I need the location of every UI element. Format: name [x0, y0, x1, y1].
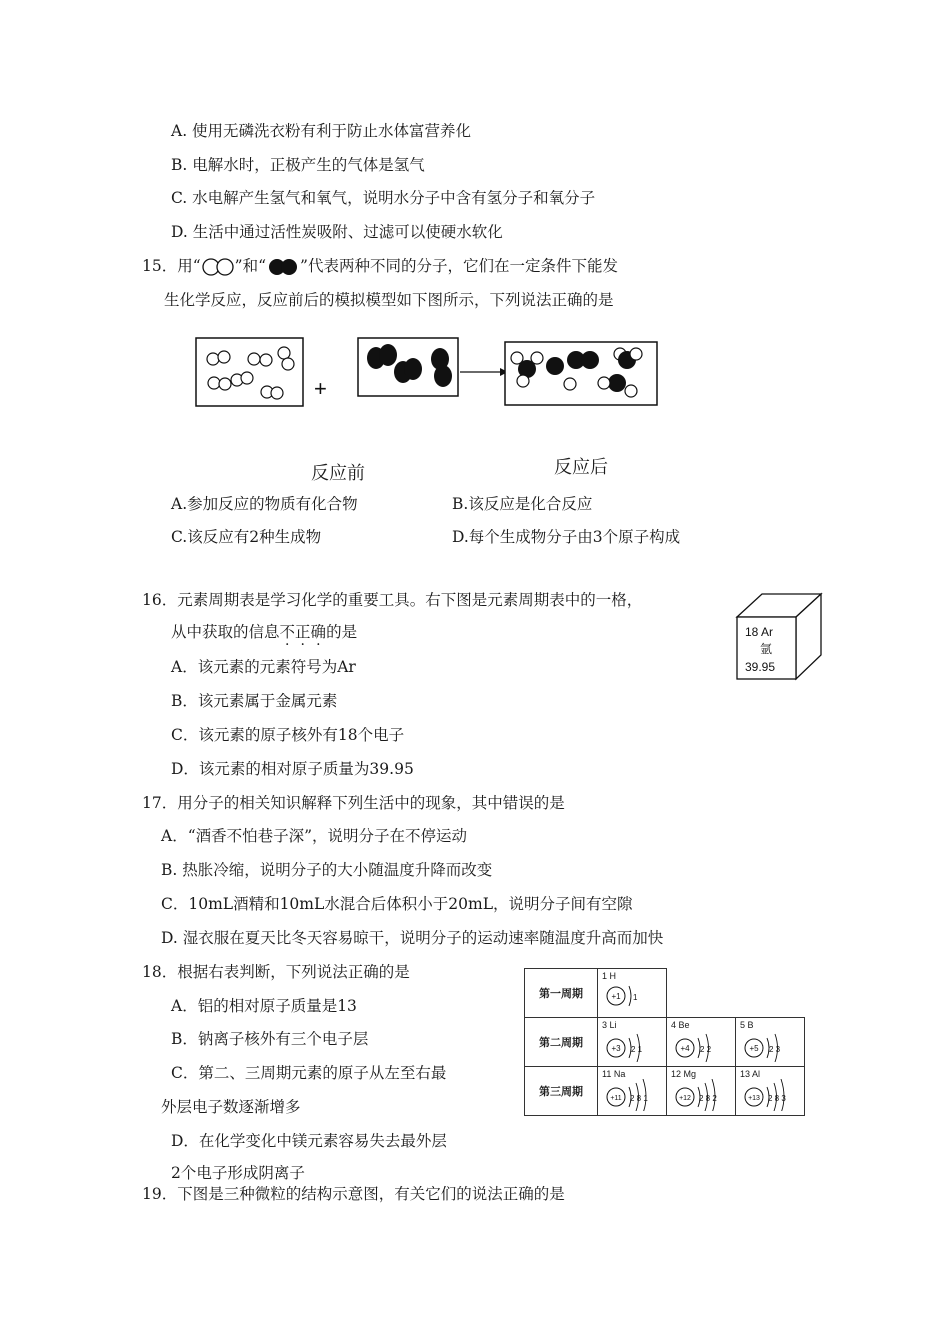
shell-electrons: 2 8 1 [630, 1094, 648, 1103]
nucleus-charge: +5 [749, 1044, 759, 1053]
q18-option-d-line1: D．在化学变化中镁元素容易失去最外层 [171, 1132, 447, 1150]
q16-stem-line2 [171, 622, 357, 642]
table-row-period-2 [525, 1018, 805, 1067]
element-label: 4 Be [671, 1020, 690, 1030]
white-molecule-icon [201, 256, 235, 276]
element-cell-b [736, 1018, 805, 1067]
nucleus-charge: +13 [748, 1095, 760, 1102]
shell-electrons: 2 3 [769, 1045, 781, 1054]
emphasis-char-2: 正 [295, 623, 311, 641]
nucleus-charge: +12 [679, 1095, 691, 1102]
q19-stem: 19．下图是三种微粒的结构示意图，有关它们的说法正确的是 [142, 1185, 565, 1203]
q14-option-d: D. 生活中通过活性炭吸附、过滤可以使硬水软化 [171, 223, 503, 241]
cell-atomic-mass: 39.95 [745, 660, 776, 674]
shell-electrons: 2 1 [631, 1045, 643, 1054]
element-cell-al [736, 1067, 805, 1116]
label-after-reaction: 反应后 [554, 457, 608, 477]
cell-number-symbol: 18 Ar [745, 625, 774, 639]
shell-electrons: 2 8 2 [699, 1094, 717, 1103]
shell-electrons: 2 2 [700, 1045, 712, 1054]
q15-stem-line2: 生化学反应，反应前后的模拟模型如下图所示，下列说法正确的是 [164, 291, 614, 309]
element-cell-mg [667, 1067, 736, 1116]
element-cell-argon [733, 592, 825, 684]
q14-option-c: C. 水电解产生氢气和氧气，说明水分子中含有氢分子和氧分子 [171, 189, 596, 207]
element-label: 3 Li [602, 1020, 617, 1030]
q17-option-a: A．“酒香不怕巷子深”，说明分子在不停运动 [161, 827, 468, 845]
q18-option-a: A．铝的相对原子质量是13 [171, 997, 357, 1015]
q17-option-b: B. 热胀冷缩，说明分子的大小随温度升降而改变 [161, 861, 493, 879]
emphasis-char-1: 不 [279, 623, 296, 641]
atomic-structure-table [524, 968, 805, 1116]
shell-electrons: 1 [633, 993, 638, 1002]
empty-cell [667, 969, 736, 1018]
q18-option-b: B．钠离子核外有三个电子层 [171, 1030, 369, 1048]
element-label: 12 Mg [671, 1069, 697, 1079]
q15-option-a: A.参加反应的物质有化合物 [171, 495, 358, 513]
q17-option-c: C．10mL酒精和10mL水混合后体积小于20mL，说明分子间有空隙 [161, 895, 633, 913]
table-row-period-3 [525, 1067, 805, 1116]
q14-option-a: A. 使用无磷洗衣粉有利于防止水体富营养化 [171, 122, 472, 140]
atom-diagram-al [740, 1079, 802, 1111]
q16-option-c: C．该元素的原子核外有18个电子 [171, 726, 405, 744]
nucleus-charge: +1 [611, 992, 621, 1001]
atom-diagram-b [740, 1030, 802, 1062]
element-cell-be [667, 1018, 736, 1067]
q16-stem-post: 的是 [326, 623, 358, 641]
empty-cell [736, 969, 805, 1018]
nucleus-charge: +4 [680, 1044, 690, 1053]
element-cell-li [598, 1018, 667, 1067]
q15-option-c: C.该反应有2种生成物 [171, 528, 322, 546]
q16-stem-pre: 从中获取的信息 [171, 623, 280, 641]
shell-electrons: 2 8 3 [768, 1094, 786, 1103]
nucleus-charge: +3 [611, 1044, 621, 1053]
q18-option-d-line2: 2个电子形成阴离子 [171, 1164, 305, 1182]
element-label: 5 B [740, 1020, 754, 1030]
q17-stem: 17．用分子的相关知识解释下列生活中的现象，其中错误的是 [142, 794, 565, 812]
label-before-reaction: 反应前 [311, 463, 365, 483]
q15-option-d: D.每个生成物分子由3个原子构成 [452, 528, 681, 546]
black-molecule-icon [266, 256, 300, 276]
q18-stem: 18．根据右表判断，下列说法正确的是 [142, 963, 410, 981]
element-label: 13 Al [740, 1069, 761, 1079]
period-label: 第二周期 [525, 1018, 598, 1067]
q15-stem-post: ”代表两种不同的分子，它们在一定条件下能发 [300, 257, 618, 275]
atom-diagram-h [602, 981, 664, 1013]
q16-option-d: D．该元素的相对原子质量为39.95 [171, 760, 414, 778]
element-label: 11 Na [602, 1069, 626, 1079]
q17-option-d: D. 湿衣服在夏天比冬天容易晾干，说明分子的运动速率随温度升高而加快 [161, 929, 664, 947]
element-label: 1 H [602, 971, 617, 981]
q14-option-b: B. 电解水时，正极产生的气体是氢气 [171, 156, 425, 174]
period-label: 第三周期 [525, 1067, 598, 1116]
q16-option-b: B．该元素属于金属元素 [171, 692, 338, 710]
plus-sign: + [314, 376, 327, 401]
atom-diagram-li [602, 1030, 664, 1062]
q15-option-b: B.该反应是化合反应 [452, 495, 593, 513]
cell-element-name: 氩 [760, 642, 773, 656]
reaction-diagram [190, 332, 670, 417]
nucleus-charge: +11 [610, 1095, 622, 1102]
element-cell-na [598, 1067, 667, 1116]
table-row-period-1 [525, 969, 805, 1018]
q18-option-c-line1: C．第二、三周期元素的原子从左至右最 [171, 1064, 447, 1082]
atom-diagram-be [671, 1030, 733, 1062]
emphasis-char-3: 确 [310, 623, 327, 641]
q18-option-c-line2: 外层电子数逐渐增多 [161, 1098, 301, 1116]
period-label: 第一周期 [525, 969, 598, 1018]
q15-stem-line1 [142, 256, 618, 276]
element-cell-h [598, 969, 667, 1018]
q16-option-a: A．该元素的元素符号为Ar [171, 658, 356, 676]
q15-stem-mid: ”和“ [234, 257, 267, 275]
atom-diagram-na [602, 1079, 664, 1111]
q16-stem-line1: 16．元素周期表是学习化学的重要工具。右下图是元素周期表中的一格， [142, 591, 643, 609]
q15-stem-pre: 15．用“ [142, 257, 201, 275]
atom-diagram-mg [671, 1079, 733, 1111]
